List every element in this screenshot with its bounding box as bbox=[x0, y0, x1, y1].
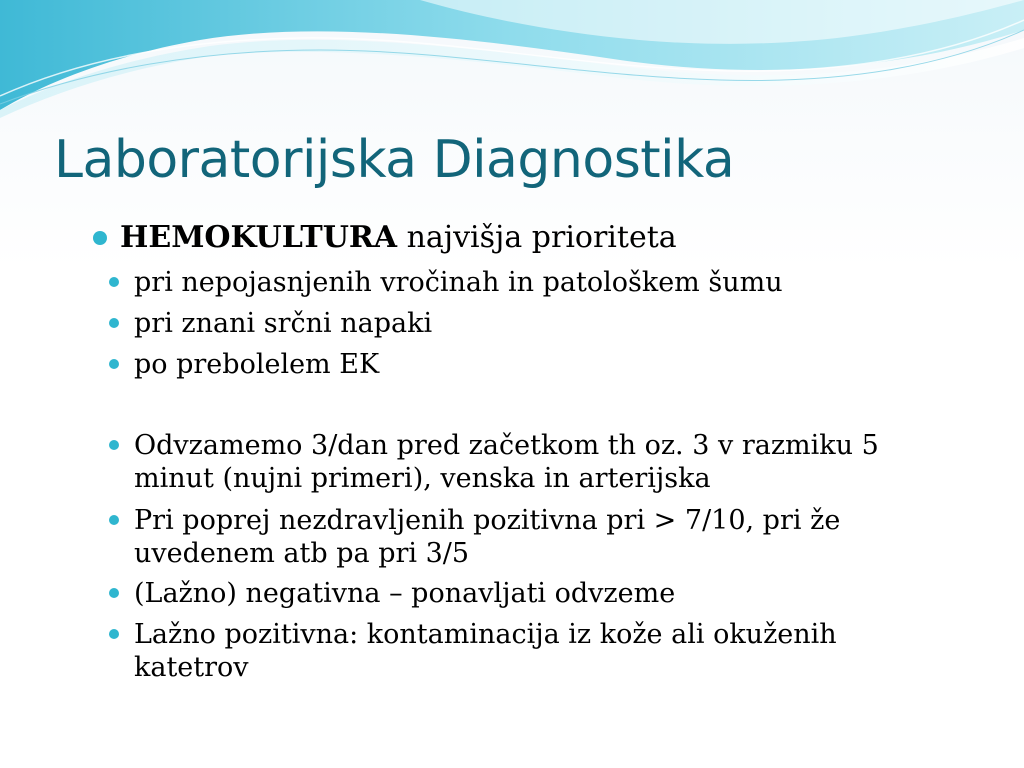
main-bullet bbox=[120, 221, 677, 255]
bullet-dot-icon bbox=[93, 231, 107, 245]
sub-bullet bbox=[134, 348, 379, 381]
sub-bullet bbox=[134, 307, 432, 340]
bullet-dot-icon bbox=[109, 318, 119, 328]
sub-bullet-text: katetrov bbox=[134, 652, 249, 683]
sub-bullet-text: pri znani srčni napaki bbox=[134, 308, 433, 339]
sub-bullet-text: Pri poprej nezdravljenih pozitivna pri > 7/10, pri že bbox=[134, 505, 841, 536]
sub-bullet bbox=[134, 504, 840, 570]
bullet-dot-icon bbox=[109, 588, 119, 598]
sub-bullet bbox=[134, 266, 783, 299]
slide-title: Laboratorijska Diagnostika bbox=[54, 130, 735, 190]
sub-bullet-text: po prebolelem EK bbox=[134, 349, 380, 380]
sub-bullet bbox=[134, 618, 837, 684]
sub-bullet-text: Odvzamemo 3/dan pred začetkom th oz. 3 v razmiku 5 bbox=[134, 430, 879, 461]
sub-bullet bbox=[134, 429, 879, 495]
main-bullet-text: najvišja prioriteta bbox=[397, 220, 677, 255]
bullet-dot-icon bbox=[109, 359, 119, 369]
sub-bullet bbox=[134, 577, 675, 610]
sub-bullet-text: pri nepojasnjenih vročinah in patološkem šumu bbox=[134, 267, 783, 298]
sub-bullet-text: uvedenem atb pa pri 3/5 bbox=[134, 538, 470, 569]
main-bullet-bold: HEMOKULTURA bbox=[120, 220, 398, 255]
bullet-dot-icon bbox=[109, 440, 119, 450]
bullet-dot-icon bbox=[109, 629, 119, 639]
sub-bullet-text: (Lažno) negativna – ponavljati odvzeme bbox=[134, 578, 676, 609]
bullet-dot-icon bbox=[109, 515, 119, 525]
sub-bullet-text: Lažno pozitivna: kontaminacija iz kože ali okuženih bbox=[134, 619, 837, 650]
sub-bullet-text: minut (nujni primeri), venska in arterijska bbox=[134, 463, 711, 494]
bullet-dot-icon bbox=[109, 277, 119, 287]
